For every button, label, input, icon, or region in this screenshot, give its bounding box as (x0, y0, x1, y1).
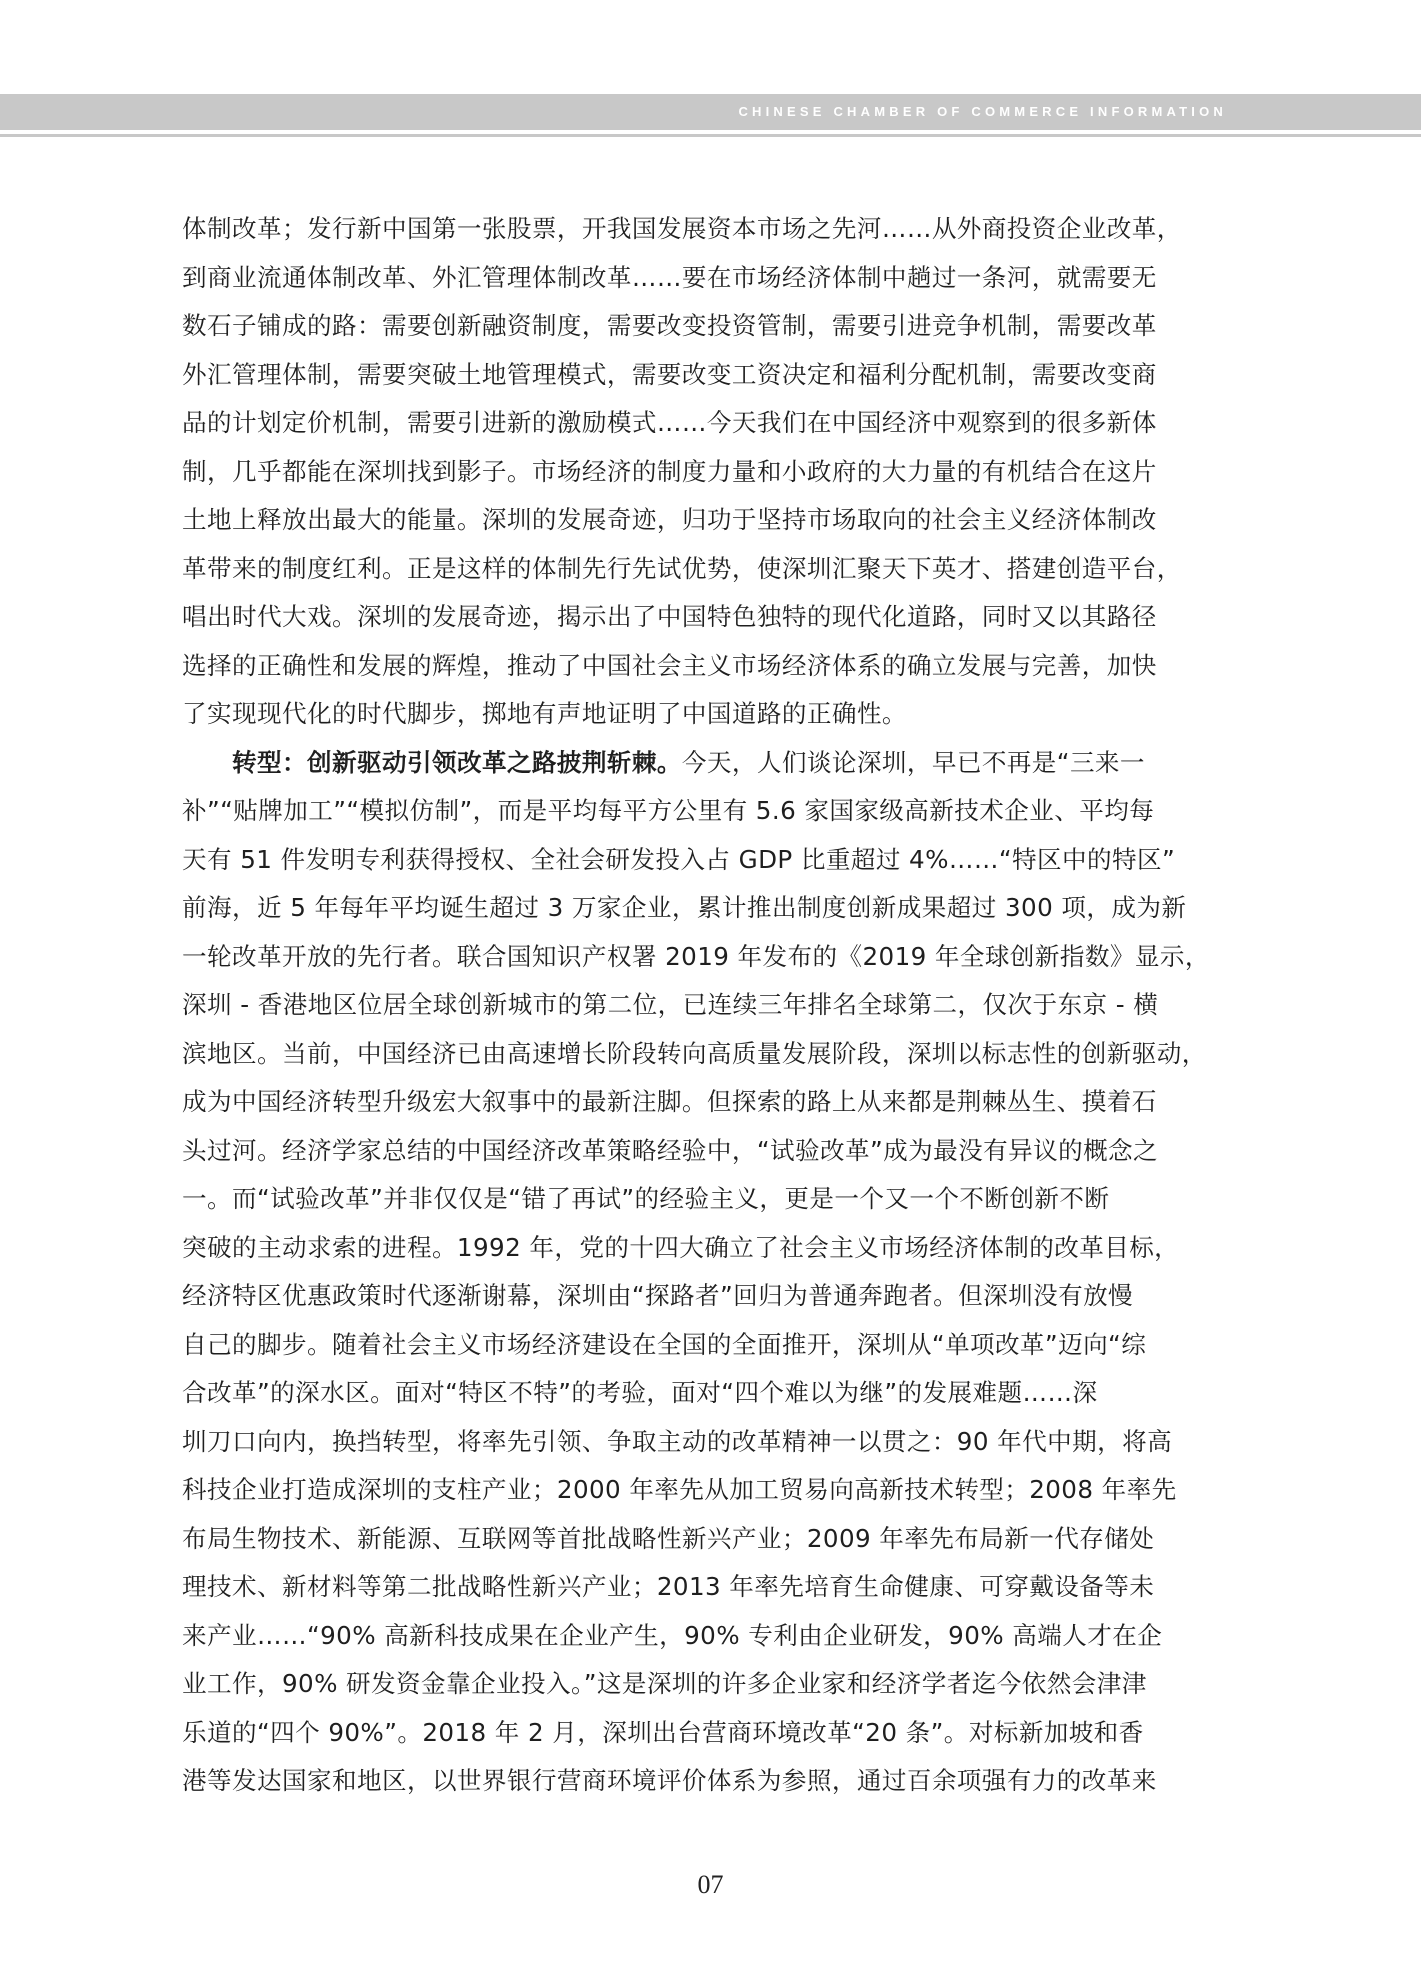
text-line-rest: 今天，人们谈论深圳，早已不再是“三来一 (681, 747, 1145, 777)
text-line: 圳刀口向内，换挡转型，将率先引领、争取主动的改革精神一以贯之：90 年代中期，将高 (182, 1426, 1173, 1456)
text-line: 成为中国经济转型升级宏大叙事中的最新注脚。但探索的路上从来都是荆棘丛生、摸着石 (182, 1087, 1157, 1116)
text-line: 自己的脚步。随着社会主义市场经济建设在全国的全面推开，深圳从“单项改革”迈向“综 (182, 1329, 1147, 1359)
article-body (182, 205, 1234, 1806)
paragraph-2 (182, 739, 1234, 1806)
text-line: 头过河。经济学家总结的中国经济改革策略经验中，“试验改革”成为最没有异议的概念之 (182, 1135, 1159, 1165)
text-line: 外汇管理体制，需要突破土地管理模式，需要改变工资决定和福利分配机制，需要改变商 (182, 359, 1157, 389)
text-line: 到商业流通体制改革、外汇管理体制改革……要在市场经济体制中趟过一条河，就需要无 (182, 262, 1157, 292)
section-heading: 转型：创新驱动引领改革之路披荆斩棘。 (232, 747, 682, 777)
text-line: 深圳 - 香港地区位居全球创新城市的第二位，已连续三年排名全球第二，仅次于东京 - 横 (182, 990, 1159, 1019)
text-line: 港等发达国家和地区，以世界银行营商环境评价体系为参照，通过百余项强有力的改革来 (182, 1766, 1157, 1795)
text-line: 一轮改革开放的先行者。联合国知识产权署 2019 年发布的《2019 年全球创新指数》显示， (182, 941, 1210, 971)
text-line: 了实现现代化的时代脚步，掷地有声地证明了中国道路的正确性。 (182, 699, 907, 728)
text-line: 补”“贴牌加工”“模拟仿制”，而是平均每平方公里有 5.6 家国家级高新技术企业、平均每 (182, 796, 1155, 825)
text-line: 合改革”的深水区。面对“特区不特”的考验，面对“四个难以为继”的发展难题……深 (182, 1378, 1098, 1407)
text-line: 革带来的制度红利。正是这样的体制先行先试优势，使深圳汇聚天下英才、搭建创造平台， (182, 553, 1182, 583)
text-line (182, 739, 1234, 788)
text-line: 理技术、新材料等第二批战略性新兴产业；2013 年率先培育生命健康、可穿戴设备等未 (182, 1572, 1155, 1601)
paragraph-1 (182, 205, 1234, 739)
text-line: 前海，近 5 年每年平均诞生超过 3 万家企业，累计推出制度创新成果超过 300 项，成为新 (182, 893, 1187, 922)
text-line: 品的计划定价机制，需要引进新的激励模式……今天我们在中国经济中观察到的很多新体 (182, 408, 1157, 437)
header-divider (0, 134, 1421, 137)
text-line: 业工作，90% 研发资金靠企业投入。”这是深圳的许多企业家和经济学者迄今依然会津津 (182, 1669, 1147, 1698)
text-line: 来产业……“90% 高新科技成果在企业产生，90% 专利由企业研发，90% 高端人才在企 (182, 1620, 1163, 1650)
text-line: 一。而“试验改革”并非仅仅是“错了再试”的经验主义，更是一个又一个不断创新不断 (182, 1184, 1110, 1213)
text-line: 土地上释放出最大的能量。深圳的发展奇迹，归功于坚持市场取向的社会主义经济体制改 (182, 505, 1157, 534)
text-line: 突破的主动求索的进程。1992 年，党的十四大确立了社会主义市场经济体制的改革目标， (182, 1232, 1180, 1262)
text-line: 体制改革；发行新中国第一张股票，开我国发展资本市场之先河……从外商投资企业改革， (182, 214, 1182, 243)
page-number: 07 (697, 1870, 724, 1899)
text-line: 制，几乎都能在深圳找到影子。市场经济的制度力量和小政府的大力量的有机结合在这片 (182, 456, 1157, 486)
text-line: 布局生物技术、新能源、互联网等首批战略性新兴产业；2009 年率先布局新一代存储处 (182, 1523, 1155, 1553)
text-line: 唱出时代大戏。深圳的发展奇迹，揭示出了中国特色独特的现代化道路，同时又以其路径 (182, 602, 1157, 631)
text-line: 天有 51 件发明专利获得授权、全社会研发投入占 GDP 比重超过 4%……“特区中的特区” (182, 844, 1176, 874)
text-line: 数石子铺成的路：需要创新融资制度，需要改变投资管制，需要引进竞争机制，需要改革 (182, 311, 1157, 340)
text-line: 经济特区优惠政策时代逐渐谢幕，深圳由“探路者”回归为普通奔跑者。但深圳没有放慢 (182, 1281, 1134, 1310)
text-line: 选择的正确性和发展的辉煌，推动了中国社会主义市场经济体系的确立发展与完善，加快 (182, 650, 1157, 680)
text-line: 乐道的“四个 90%”。2018 年 2 月，深圳出台营商环境改革“20 条”。对标新加坡和香 (182, 1717, 1144, 1747)
text-line: 科技企业打造成深圳的支柱产业；2000 年率先从加工贸易向高新技术转型；2008 年率先 (182, 1475, 1177, 1504)
publication-title: CHINESE CHAMBER OF COMMERCE INFORMATION (738, 104, 1227, 119)
text-line: 滨地区。当前，中国经济已由高速增长阶段转向高质量发展阶段，深圳以标志性的创新驱动， (182, 1038, 1207, 1068)
